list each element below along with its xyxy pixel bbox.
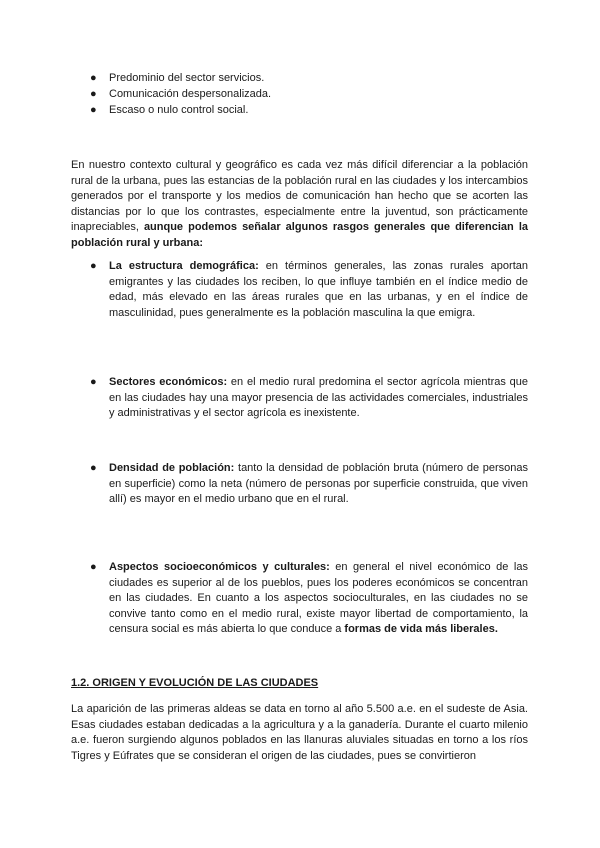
top-bullet-list bbox=[90, 70, 530, 118]
intro-text: En nuestro contexto cultural y geográfico es cada vez más difícil diferenciar a la población rural de la urbana, pues las estancias de la población rural en las ciudades y los intercambios generados por el transporte y los medios de comunicación han hecho que se acorten las distancias por lo que los contrastes, especialmente entre la juventud, son prácticamente inapreciables, bbox=[71, 159, 528, 234]
section-paragraph: La aparición de las primeras aldeas se data en torno al año 5.500 a.e. en el sudeste de Asia. Esas ciudades estaban dedicadas a la agricultura y a la ganadería. Durante el cuarto milenio a.e. fueron surgiendo algunos poblados en las llanuras aluviales situadas en torno a los ríos Tigres y Eúfrates que se consideran el origen de las ciudades, pues se convirtieron bbox=[71, 703, 528, 762]
feature-title: Sectores económicos: bbox=[109, 376, 228, 388]
feature-title: Densidad de población: bbox=[109, 462, 235, 474]
feature-population-density bbox=[90, 461, 528, 508]
intro-paragraph bbox=[71, 158, 528, 252]
feature-text: en general el nivel económico de las ciudades es superior al de los pueblos, pues los poderes económicos se concentran en las ciudades. En cuanto a los aspectos socioculturales, en las ciudades no se convive tanto como en el medio rural, existe mayor libertad de comportamiento, la censura social es más abierta lo que conduce a bbox=[109, 561, 528, 636]
bullet-icon: ● bbox=[90, 104, 97, 116]
intro-bold-text: aunque podemos señalar algunos rasgos generales que diferencian la población rural y urbana: bbox=[71, 221, 528, 249]
feature-text: en el medio rural predomina el sector agrícola mientras que en las ciudades hay una mayor presencia de las actividades comerciales, industriales y administrativas y el sector agrícola es inexistente. bbox=[109, 376, 529, 420]
feature-demographic bbox=[90, 259, 528, 321]
list-item-text: Comunicación despersonalizada. bbox=[109, 88, 272, 100]
feature-tail-bold: formas de vida más liberales. bbox=[344, 623, 498, 636]
bullet-icon: ● bbox=[90, 462, 97, 474]
feature-text: en términos generales, las zonas rurales aportan emigrantes y las ciudades los reciben, lo que influye también en el índice medio de edad, más elevado en las áreas rurales que en las urbanas, y en el índice de masculinidad, pues generalmente es la población masculina la que emigra. bbox=[109, 260, 528, 319]
feature-text: tanto la densidad de población bruta (número de personas en superficie) como la neta (número de personas por superficie construida, que viven allí) es mayor en el medio urbano que en el rural. bbox=[109, 462, 528, 506]
bullet-icon: ● bbox=[90, 72, 97, 84]
feature-title: La estructura demográfica: bbox=[109, 260, 259, 272]
bullet-icon: ● bbox=[90, 88, 97, 100]
bullet-icon: ● bbox=[90, 376, 97, 388]
list-item bbox=[90, 70, 530, 86]
section-heading: 1.2. ORIGEN Y EVOLUCIÓN DE LAS CIUDADES bbox=[71, 677, 319, 689]
bullet-icon: ● bbox=[90, 561, 97, 573]
list-item bbox=[90, 86, 530, 102]
feature-socioeconomic bbox=[90, 560, 528, 638]
list-item-text: Escaso o nulo control social. bbox=[109, 104, 249, 116]
list-item bbox=[90, 102, 530, 118]
bullet-icon: ● bbox=[90, 260, 97, 272]
feature-economic-sectors bbox=[90, 375, 528, 422]
feature-title: Aspectos socioeconómicos y culturales: bbox=[109, 561, 330, 573]
list-item-text: Predominio del sector servicios. bbox=[109, 72, 265, 84]
